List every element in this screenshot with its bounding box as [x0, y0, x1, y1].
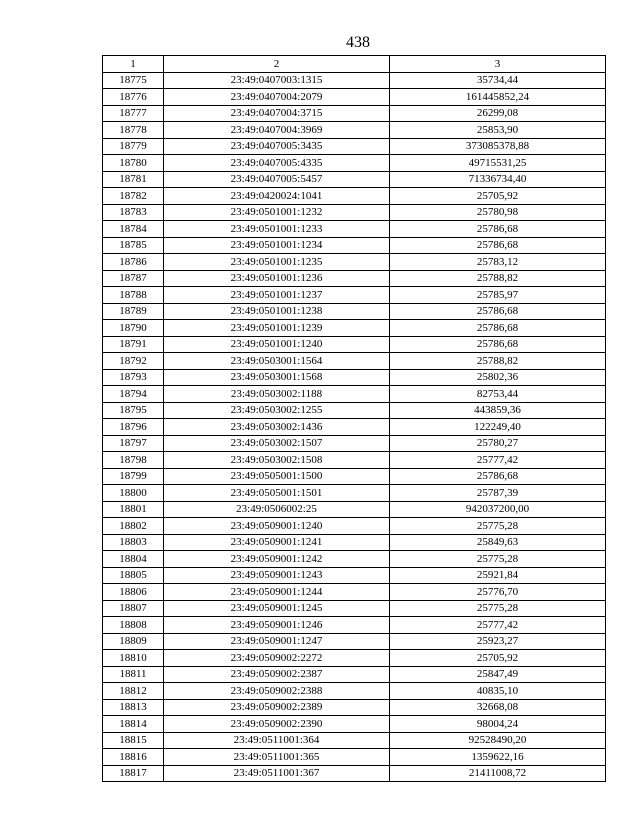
cadastral-value-cell: 25786,68: [390, 237, 606, 254]
row-number-cell: 18805: [103, 567, 164, 584]
cadastral-value-cell: 25853,90: [390, 122, 606, 139]
row-number-cell: 18817: [103, 765, 164, 782]
cadastral-value-cell: 443859,36: [390, 402, 606, 419]
cadastral-value-cell: 25777,42: [390, 452, 606, 469]
cadastral-number-cell: 23:49:0407004:2079: [164, 89, 390, 106]
cadastral-number-cell: 23:49:0505001:1500: [164, 468, 390, 485]
row-number-cell: 18776: [103, 89, 164, 106]
cadastral-number-cell: 23:49:0407005:5457: [164, 171, 390, 188]
table-row: [103, 402, 606, 419]
cadastral-value-cell: 25788,82: [390, 270, 606, 287]
row-number-cell: 18794: [103, 386, 164, 403]
cadastral-value-cell: 98004,24: [390, 716, 606, 733]
cadastral-number-cell: 23:49:0509002:2387: [164, 666, 390, 683]
cadastral-value-cell: 25775,28: [390, 518, 606, 535]
cadastral-number-cell: 23:49:0503002:1255: [164, 402, 390, 419]
cadastral-number-cell: 23:49:0501001:1237: [164, 287, 390, 304]
table-row: [103, 584, 606, 601]
cadastral-value-cell: 25847,49: [390, 666, 606, 683]
cadastral-value-cell: 32668,08: [390, 699, 606, 716]
cadastral-value-cell: 25785,97: [390, 287, 606, 304]
cadastral-value-cell: 25776,70: [390, 584, 606, 601]
cadastral-number-cell: 23:49:0503001:1564: [164, 353, 390, 370]
table-row: [103, 683, 606, 700]
table-row: [103, 353, 606, 370]
table-row: [103, 518, 606, 535]
cadastral-number-cell: 23:49:0407004:3969: [164, 122, 390, 139]
table-row: [103, 633, 606, 650]
cadastral-number-cell: 23:49:0506002:25: [164, 501, 390, 518]
cadastral-value-cell: 25921,84: [390, 567, 606, 584]
column-header-number: 1: [103, 56, 164, 73]
table-row: [103, 468, 606, 485]
cadastral-value-cell: 25849,63: [390, 534, 606, 551]
cadastral-number-cell: 23:49:0407005:3435: [164, 138, 390, 155]
row-number-cell: 18807: [103, 600, 164, 617]
table-row: [103, 699, 606, 716]
table-body: [103, 72, 606, 782]
row-number-cell: 18804: [103, 551, 164, 568]
row-number-cell: 18812: [103, 683, 164, 700]
row-number-cell: 18799: [103, 468, 164, 485]
table-row: [103, 666, 606, 683]
row-number-cell: 18796: [103, 419, 164, 436]
cadastral-number-cell: 23:49:0503002:1188: [164, 386, 390, 403]
table-row: [103, 171, 606, 188]
row-number-cell: 18784: [103, 221, 164, 238]
cadastral-number-cell: 23:49:0509001:1245: [164, 600, 390, 617]
table-row: [103, 534, 606, 551]
cadastral-value-cell: 25788,82: [390, 353, 606, 370]
table-row: [103, 716, 606, 733]
table-row: [103, 72, 606, 89]
cadastral-number-cell: 23:49:0501001:1238: [164, 303, 390, 320]
cadastral-value-cell: 25775,28: [390, 600, 606, 617]
row-number-cell: 18806: [103, 584, 164, 601]
cadastral-number-cell: 23:49:0407005:4335: [164, 155, 390, 172]
row-number-cell: 18778: [103, 122, 164, 139]
cadastral-number-cell: 23:49:0503002:1507: [164, 435, 390, 452]
cadastral-value-cell: 1359622,16: [390, 749, 606, 766]
row-number-cell: 18810: [103, 650, 164, 667]
cadastral-value-cell: 161445852,24: [390, 89, 606, 106]
table-row: [103, 617, 606, 634]
row-number-cell: 18816: [103, 749, 164, 766]
table-row: [103, 749, 606, 766]
cadastral-number-cell: 23:49:0501001:1233: [164, 221, 390, 238]
cadastral-number-cell: 23:49:0503002:1436: [164, 419, 390, 436]
row-number-cell: 18777: [103, 105, 164, 122]
table-row: [103, 732, 606, 749]
table-row: [103, 320, 606, 337]
cadastral-value-cell: 26299,08: [390, 105, 606, 122]
cadastral-number-cell: 23:49:0501001:1232: [164, 204, 390, 221]
row-number-cell: 18788: [103, 287, 164, 304]
table-row: [103, 567, 606, 584]
cadastral-number-cell: 23:49:0503001:1568: [164, 369, 390, 386]
row-number-cell: 18775: [103, 72, 164, 89]
row-number-cell: 18811: [103, 666, 164, 683]
row-number-cell: 18786: [103, 254, 164, 271]
cadastral-number-cell: 23:49:0407004:3715: [164, 105, 390, 122]
cadastral-value-cell: 373085378,88: [390, 138, 606, 155]
table-row: [103, 303, 606, 320]
table-row: [103, 452, 606, 469]
row-number-cell: 18792: [103, 353, 164, 370]
row-number-cell: 18791: [103, 336, 164, 353]
cadastral-value-cell: 25777,42: [390, 617, 606, 634]
table-row: [103, 221, 606, 238]
cadastral-value-cell: 25786,68: [390, 468, 606, 485]
cadastral-number-cell: 23:49:0407003:1315: [164, 72, 390, 89]
table-row: [103, 386, 606, 403]
row-number-cell: 18802: [103, 518, 164, 535]
cadastral-number-cell: 23:49:0509001:1240: [164, 518, 390, 535]
cadastral-number-cell: 23:49:0501001:1235: [164, 254, 390, 271]
cadastral-value-cell: 25783,12: [390, 254, 606, 271]
table-row: [103, 89, 606, 106]
cadastral-number-cell: 23:49:0503002:1508: [164, 452, 390, 469]
cadastral-value-cell: 25802,36: [390, 369, 606, 386]
cadastral-value-cell: 25787,39: [390, 485, 606, 502]
cadastral-value-cell: 25780,98: [390, 204, 606, 221]
cadastral-value-cell: 25786,68: [390, 221, 606, 238]
cadastral-number-cell: 23:49:0511001:364: [164, 732, 390, 749]
table-row: [103, 237, 606, 254]
cadastral-number-cell: 23:49:0505001:1501: [164, 485, 390, 502]
cadastral-value-cell: 25923,27: [390, 633, 606, 650]
row-number-cell: 18801: [103, 501, 164, 518]
table-row: [103, 600, 606, 617]
page-number: 438: [346, 34, 370, 51]
table-row: [103, 336, 606, 353]
table-row: [103, 122, 606, 139]
table-row: [103, 419, 606, 436]
row-number-cell: 18789: [103, 303, 164, 320]
cadastral-number-cell: 23:49:0509001:1246: [164, 617, 390, 634]
cadastral-number-cell: 23:49:0501001:1234: [164, 237, 390, 254]
cadastral-value-cell: 71336734,40: [390, 171, 606, 188]
table-row: [103, 650, 606, 667]
cadastral-value-cell: 25780,27: [390, 435, 606, 452]
table-row: [103, 138, 606, 155]
table-header-row: [103, 56, 606, 73]
row-number-cell: 18814: [103, 716, 164, 733]
row-number-cell: 18815: [103, 732, 164, 749]
row-number-cell: 18809: [103, 633, 164, 650]
row-number-cell: 18813: [103, 699, 164, 716]
cadastral-number-cell: 23:49:0509001:1247: [164, 633, 390, 650]
cadastral-value-table: [102, 55, 606, 782]
cadastral-value-cell: 25705,92: [390, 188, 606, 205]
cadastral-value-cell: 40835,10: [390, 683, 606, 700]
row-number-cell: 18790: [103, 320, 164, 337]
cadastral-number-cell: 23:49:0511001:365: [164, 749, 390, 766]
row-number-cell: 18782: [103, 188, 164, 205]
column-header-cadastral-value: 3: [390, 56, 606, 73]
table-row: [103, 188, 606, 205]
row-number-cell: 18783: [103, 204, 164, 221]
row-number-cell: 18785: [103, 237, 164, 254]
table-row: [103, 204, 606, 221]
row-number-cell: 18780: [103, 155, 164, 172]
cadastral-number-cell: 23:49:0509001:1243: [164, 567, 390, 584]
row-number-cell: 18803: [103, 534, 164, 551]
table-row: [103, 501, 606, 518]
row-number-cell: 18795: [103, 402, 164, 419]
cadastral-value-cell: 49715531,25: [390, 155, 606, 172]
cadastral-value-cell: 21411008,72: [390, 765, 606, 782]
cadastral-value-cell: 82753,44: [390, 386, 606, 403]
cadastral-value-cell: 942037200,00: [390, 501, 606, 518]
table-row: [103, 287, 606, 304]
cadastral-number-cell: 23:49:0511001:367: [164, 765, 390, 782]
row-number-cell: 18793: [103, 369, 164, 386]
cadastral-value-cell: 25775,28: [390, 551, 606, 568]
table-row: [103, 155, 606, 172]
cadastral-number-cell: 23:49:0509002:2390: [164, 716, 390, 733]
table-row: [103, 765, 606, 782]
cadastral-number-cell: 23:49:0509001:1241: [164, 534, 390, 551]
row-number-cell: 18787: [103, 270, 164, 287]
table-row: [103, 369, 606, 386]
row-number-cell: 18781: [103, 171, 164, 188]
row-number-cell: 18779: [103, 138, 164, 155]
cadastral-value-cell: 92528490,20: [390, 732, 606, 749]
cadastral-value-cell: 122249,40: [390, 419, 606, 436]
cadastral-number-cell: 23:49:0509002:2272: [164, 650, 390, 667]
cadastral-number-cell: 23:49:0509001:1244: [164, 584, 390, 601]
row-number-cell: 18797: [103, 435, 164, 452]
table-row: [103, 105, 606, 122]
table-row: [103, 270, 606, 287]
cadastral-number-cell: 23:49:0501001:1239: [164, 320, 390, 337]
table-row: [103, 551, 606, 568]
row-number-cell: 18808: [103, 617, 164, 634]
column-header-cadastral-number: 2: [164, 56, 390, 73]
cadastral-number-cell: 23:49:0509001:1242: [164, 551, 390, 568]
cadastral-number-cell: 23:49:0509002:2388: [164, 683, 390, 700]
table-row: [103, 254, 606, 271]
cadastral-number-cell: 23:49:0501001:1240: [164, 336, 390, 353]
cadastral-value-cell: 25786,68: [390, 303, 606, 320]
cadastral-value-cell: 25705,92: [390, 650, 606, 667]
cadastral-value-cell: 35734,44: [390, 72, 606, 89]
cadastral-value-cell: 25786,68: [390, 320, 606, 337]
row-number-cell: 18800: [103, 485, 164, 502]
table-row: [103, 485, 606, 502]
table-row: [103, 435, 606, 452]
cadastral-number-cell: 23:49:0501001:1236: [164, 270, 390, 287]
cadastral-value-cell: 25786,68: [390, 336, 606, 353]
row-number-cell: 18798: [103, 452, 164, 469]
cadastral-number-cell: 23:49:0509002:2389: [164, 699, 390, 716]
cadastral-number-cell: 23:49:0420024:1041: [164, 188, 390, 205]
